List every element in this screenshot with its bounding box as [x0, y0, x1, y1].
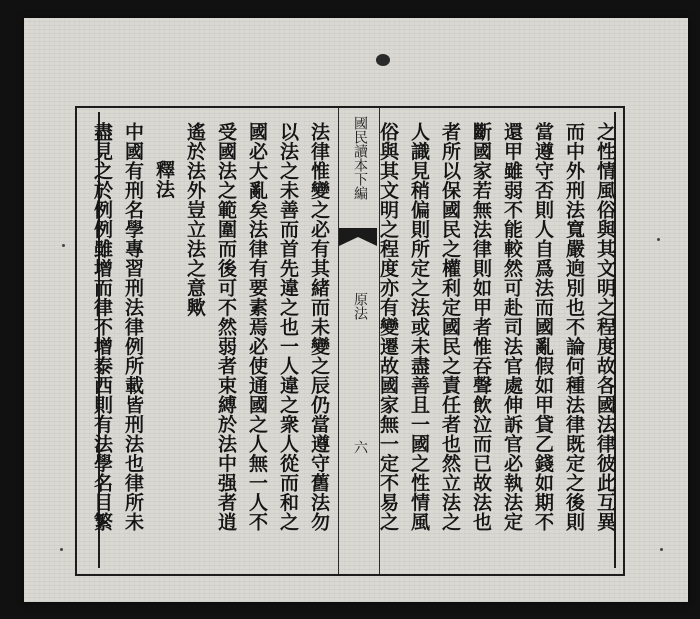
text-column-r4: 還甲雖弱不能較然可赴司法官處伸訴官必執法定 — [501, 122, 523, 532]
ink-speck — [657, 238, 660, 241]
text-column-r7: 人識見稍偏則所定之法或未盡善且一國之性情風 — [408, 122, 430, 532]
ink-speck — [62, 244, 65, 247]
text-column-l4: 受國法之範圍而後可不然弱者束縛於法中强者逍 — [215, 122, 237, 532]
text-column-l7: 中國有刑名學專習刑法律例所載皆刑法也律所未 — [122, 122, 144, 532]
ink-speck — [660, 548, 663, 551]
paper-damage-spot — [376, 54, 390, 66]
text-column-r1: 之性情風俗與其文明之程度故各國法律彼此互異 — [594, 122, 616, 532]
book-title: 國民讀本下編 — [352, 116, 368, 200]
text-column-r8: 俗與其文明之程度亦有變遷故國家無一定不易之 — [377, 122, 399, 532]
text-column-l8: 盡見之於例例雖增而律不增泰西則有法學名目繁 — [91, 122, 113, 532]
text-column-r2: 而中外刑法寬嚴逈別也不論何種法律既定之後則 — [563, 122, 585, 532]
text-column-r5: 斷國家若無法律則如甲者惟吞聲飲泣而已故法也 — [470, 122, 492, 532]
section-heading: 釋法 — [153, 160, 175, 199]
text-column-l3: 國必大亂矣法律有要素焉必使通國之人無一人不 — [246, 122, 268, 532]
text-column-l1: 法律惟變之必有其緒而未變之辰仍當遵守舊法勿 — [308, 122, 330, 532]
page-number: 六 — [352, 440, 368, 454]
section-title: 原法 — [352, 292, 368, 320]
text-column-r3: 當遵守否則人自爲法而國亂假如甲貸乙錢如期不 — [532, 122, 554, 532]
text-column-r6: 者所以保國民之權利定國民之責任者也然立法之 — [439, 122, 461, 532]
ink-speck — [60, 548, 63, 551]
text-column-l2: 以法之未善而首先違之也一人違之衆人從而和之 — [277, 122, 299, 532]
text-column-l5: 遙於法外豈立法之意歟 — [184, 122, 206, 317]
fishtail-mark-icon — [339, 228, 377, 246]
